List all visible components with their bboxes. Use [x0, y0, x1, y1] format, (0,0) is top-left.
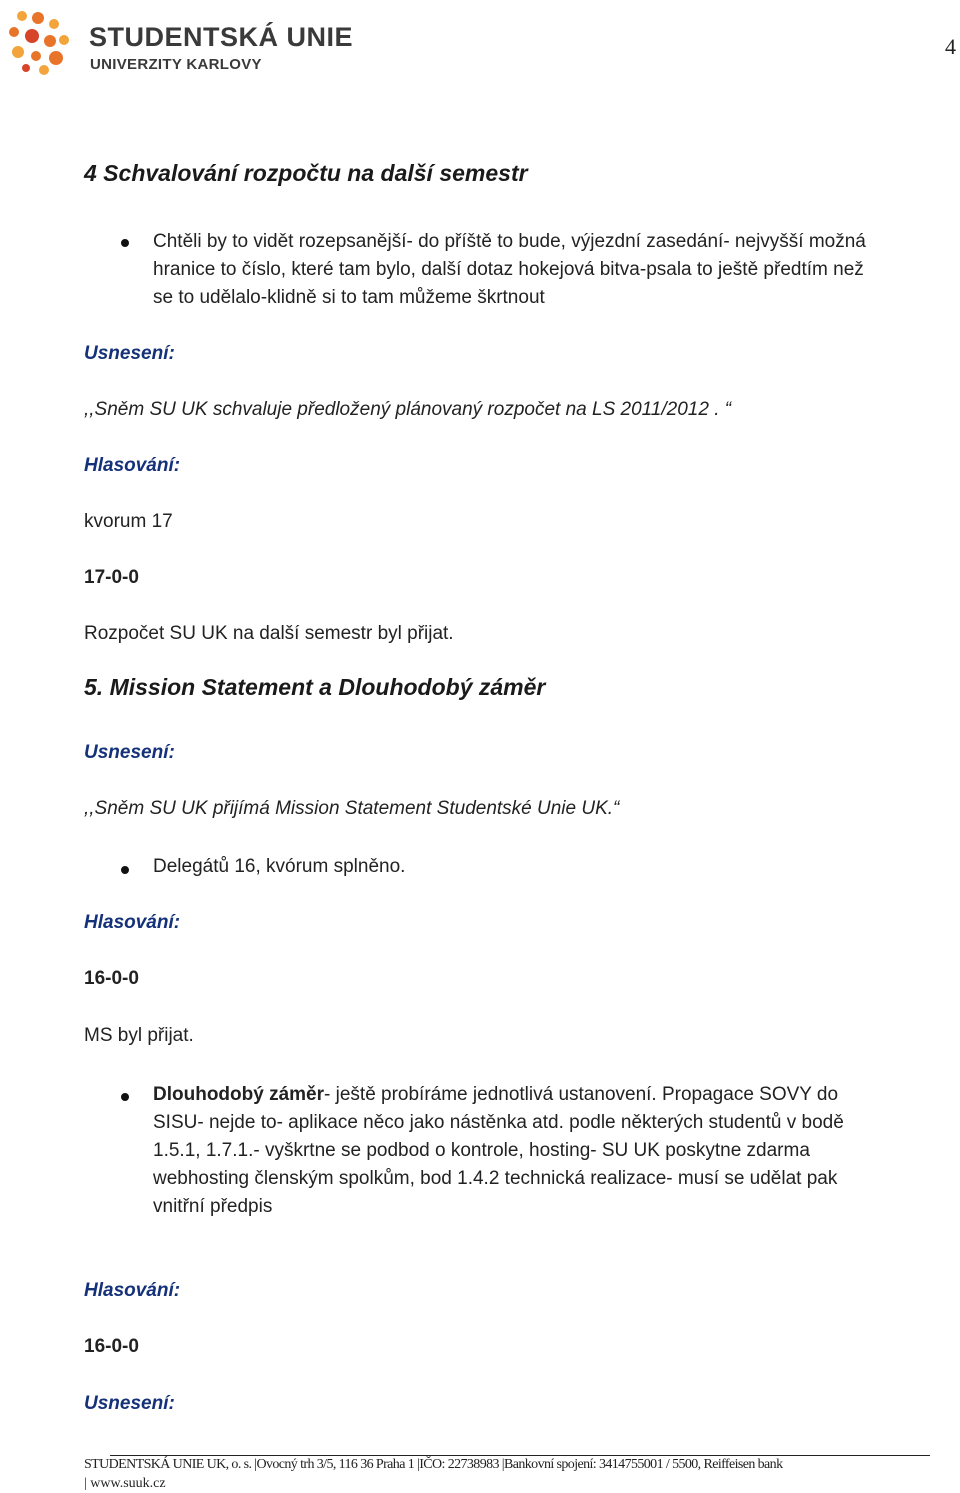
resolution-text: ,,Sněm SU UK schvaluje předložený plánovaný rozpočet na LS 2011/2012 . “	[84, 399, 732, 420]
text-line: SISU- nejde to- aplikace něco jako nástěnka atd. podle některých studentů v bodě	[153, 1112, 844, 1133]
resolution-label: Usnesení:	[84, 742, 175, 763]
vote-label: Hlasování:	[84, 1280, 181, 1301]
bullet-icon	[121, 1093, 129, 1101]
vote-result: 17-0-0	[84, 567, 139, 588]
text-line: hranice to číslo, které tam bylo, další dotaz hokejová bitva-psala to ještě předtím než	[153, 259, 864, 280]
vote-label: Hlasování:	[84, 455, 181, 476]
outcome-text: Rozpočet SU UK na další semestr byl přijat.	[84, 623, 454, 644]
plan-bold-label: Dlouhodobý záměr	[153, 1084, 325, 1105]
delegates-bullet: Delegátů 16, kvórum splněno.	[153, 856, 406, 877]
resolution-label: Usnesení:	[84, 343, 175, 364]
quorum-text: kvorum 17	[84, 511, 173, 532]
logo-title: STUDENTSKÁ UNIE	[89, 22, 354, 52]
text-line: se to udělalo-klidně si to tam můžeme škrtnout	[153, 287, 545, 308]
text-span: - ještě probíráme jednotlivá ustanovení. Propagace SOVY do	[324, 1084, 839, 1105]
text-line: Chtěli by to vidět rozepsanější- do příště to bude, výjezdní zasedání- nejvyšší možná	[153, 231, 866, 252]
plan-bullet	[153, 1081, 943, 1221]
logo	[4, 8, 354, 78]
section-5-heading: 5. Mission Statement a Dlouhodobý záměr	[84, 674, 546, 700]
footer	[84, 1455, 958, 1493]
text-line: vnitřní předpis	[153, 1196, 273, 1217]
resolution-text: ,,Sněm SU UK přijímá Mission Statement Studentské Unie UK.“	[84, 798, 620, 819]
text-line	[153, 1081, 943, 1109]
discussion-bullet	[153, 228, 943, 312]
logo-subtitle: UNIVERZITY KARLOVY	[90, 56, 262, 73]
section-4-heading: 4 Schvalování rozpočtu na další semestr	[84, 160, 528, 186]
outcome-text: MS byl přijat.	[84, 1025, 194, 1046]
resolution-label: Usnesení:	[84, 1393, 175, 1414]
text-line: 1.5.1, 1.7.1.- vyškrtne se podbod o kontrole, hosting- SU UK poskytne zdarma	[153, 1140, 810, 1161]
footer-line: STUDENTSKÁ UNIE UK, o. s. |Ovocný trh 3/5, 116 36 Praha 1 |IČO: 22738983 |Bankovní spojení: 3414755001 / 5500, Reiffeisen bank	[84, 1457, 783, 1472]
bullet-icon	[121, 239, 129, 247]
footer-link[interactable]: | www.suuk.cz	[84, 1476, 166, 1491]
vote-label: Hlasování:	[84, 912, 181, 933]
bullet-icon	[121, 866, 129, 874]
page-number: 4	[945, 34, 956, 59]
vote-result: 16-0-0	[84, 968, 139, 989]
text-line: webhosting členským spolkům, bod 1.4.2 technická realizace- musí se udělat pak	[153, 1168, 838, 1189]
logo-dots-icon	[4, 8, 84, 78]
vote-result: 16-0-0	[84, 1336, 139, 1357]
